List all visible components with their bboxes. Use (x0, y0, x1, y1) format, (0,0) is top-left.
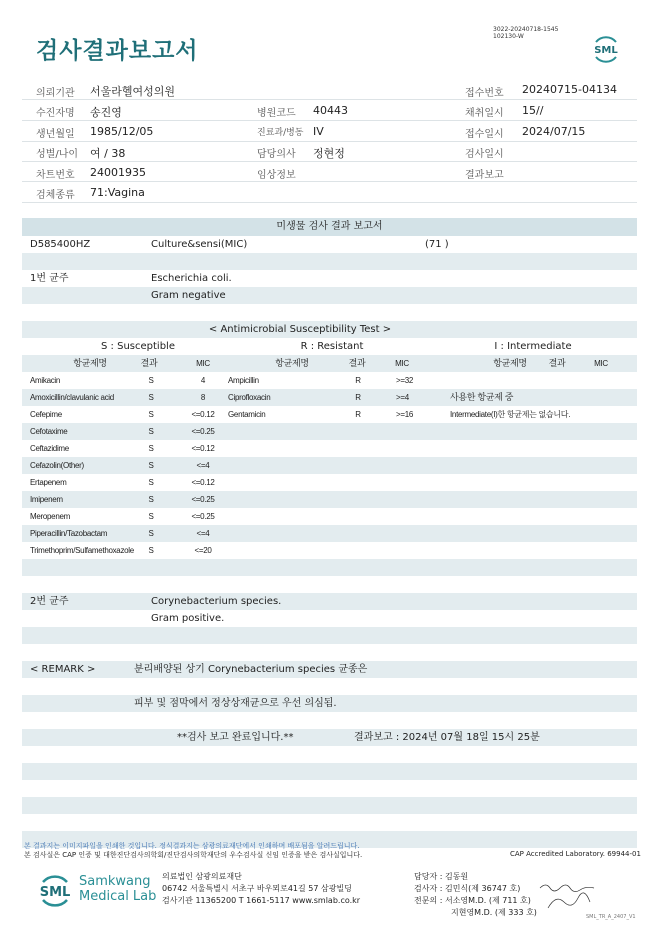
dob-value: 1985/12/05 (90, 125, 154, 138)
form-code: SML_TR_A_2407_V1 (586, 914, 636, 920)
hospital-code-value: 40443 (313, 104, 348, 117)
intermediate-note-1: 사용한 항균제 중 (450, 392, 514, 402)
drug-mic: <=0.25 (191, 495, 215, 504)
drug-name: Ampicillin (228, 376, 259, 385)
col-mic-s: MIC (196, 359, 210, 368)
report-complete: **검사 보고 완료입니다.** (177, 732, 294, 743)
section-title: 미생물 검사 결과 보고서 (22, 218, 637, 236)
drug-result: S (148, 376, 154, 385)
clinical-label: 임상정보 (257, 170, 296, 181)
sml-logo-footer-icon (35, 870, 75, 910)
chart-label: 차트번호 (36, 170, 75, 181)
signatories: 담당자 : 김동원 검사자 : 김민식(제 36747 호) 전문의 : 서소영M.D. (제 711 호) 지현영M.D. (제 333 호) (414, 872, 537, 917)
intermediate-note-2: Intermediate(I)한 항균제는 없습니다. (450, 410, 571, 419)
test-code: D585400HZ (30, 239, 91, 250)
strain2-label: 2번 균주 (30, 596, 69, 607)
drug-name: Cefazolin(Other) (30, 461, 84, 470)
drug-mic: <=0.25 (191, 427, 215, 436)
drug-name: Ciprofloxacin (228, 393, 271, 402)
receipt-no-value: 20240715-04134 (522, 83, 617, 96)
legend-resistant: R : Resistant (300, 341, 364, 352)
dept-value: IV (313, 125, 324, 138)
drug-mic: <=20 (194, 546, 212, 555)
col-drug-i: 항균제명 (493, 358, 527, 368)
receipt-date-label: 접수일시 (465, 129, 504, 140)
drug-result: R (355, 376, 361, 385)
signature-icon (538, 880, 598, 914)
brand-name: Samkwang Medical Lab (79, 874, 157, 904)
sex-age-value: 여 / 38 (90, 147, 126, 160)
collect-value: 15// (522, 104, 544, 117)
drug-result: R (355, 410, 361, 419)
drug-name: Cefepime (30, 410, 62, 419)
drug-mic: <=0.12 (191, 444, 215, 453)
test-number: (71 ) (425, 239, 449, 250)
col-result-r: 결과 (348, 358, 366, 368)
drug-mic: <=4 (196, 529, 210, 538)
cap-accreditation: CAP Accredited Laboratory. 69944-01 (510, 850, 641, 858)
notice-image: 본 결과지는 이미지파일을 인쇄한 것입니다. 정식결과지는 삼광의료재단에서 인쇄하며 배포됨을 알려드립니다. (24, 842, 360, 850)
receipt-no-label: 접수번호 (465, 88, 504, 99)
remark-line-1: 분리배양된 상기 Corynebacterium species 균종은 (134, 664, 368, 675)
test-name: Culture&sensi(MIC) (151, 239, 248, 250)
strain1-name: Escherichia coli. (151, 273, 232, 284)
drug-mic: 4 (200, 376, 206, 385)
col-result-s: 결과 (140, 358, 158, 368)
legend-susceptible: S : Susceptible (101, 341, 175, 352)
strain2-name: Corynebacterium species. (151, 596, 282, 607)
receipt-date-value: 2024/07/15 (522, 125, 586, 138)
drug-mic: >=4 (396, 393, 409, 402)
col-mic-r: MIC (395, 359, 409, 368)
svg-text:SML: SML (594, 45, 618, 56)
drug-result: S (148, 512, 154, 521)
drug-result: S (148, 546, 154, 555)
doctor-value: 정현정 (313, 147, 345, 160)
test-date-label: 검사일시 (465, 149, 504, 160)
dob-label: 생년월일 (36, 129, 75, 140)
institution-value: 서울라헬여성의원 (90, 85, 176, 98)
drug-result: S (148, 393, 154, 402)
name-value: 송진영 (90, 106, 122, 119)
strain1-gram: Gram negative (151, 290, 226, 301)
drug-mic: 8 (200, 393, 206, 402)
drug-mic: <=0.12 (191, 410, 215, 419)
drug-name: Gentamicin (228, 410, 266, 419)
drug-name: Piperacillin/Tazobactam (30, 529, 108, 538)
drug-name: Cefotaxime (30, 427, 68, 436)
drug-mic: >=16 (396, 410, 414, 419)
doctor-label: 담당의사 (257, 149, 296, 160)
specimen-value: 71:Vagina (90, 186, 145, 199)
institution-label: 의뢰기관 (36, 88, 75, 99)
hospital-code-label: 병원코드 (257, 108, 296, 119)
svg-text:SML: SML (39, 885, 71, 900)
ast-title: < Antimicrobial Susceptibility Test > (208, 324, 392, 335)
drug-name: Imipenem (30, 495, 63, 504)
collect-label: 채취일시 (465, 108, 504, 119)
drug-mic: <=0.12 (191, 478, 215, 487)
remark-line-2: 피부 및 점막에서 정상상재균으로 우선 의심됨. (134, 698, 337, 709)
legend-intermediate: I : Intermediate (494, 341, 572, 352)
col-drug-s: 항균제명 (73, 358, 107, 368)
drug-result: S (148, 461, 154, 470)
sex-age-label: 성별/나이 (36, 149, 79, 160)
drug-result: S (148, 478, 154, 487)
drug-mic: <=0.25 (191, 512, 215, 521)
dept-label: 진료과/병동 (257, 128, 304, 138)
drug-result: S (148, 427, 154, 436)
drug-mic: >=32 (396, 376, 414, 385)
page-title: 검사결과보고서 (36, 38, 199, 64)
col-result-i: 결과 (548, 358, 566, 368)
strain2-gram: Gram positive. (151, 613, 225, 624)
drug-name: Trimethoprim/Sulfamethoxazole (30, 546, 134, 555)
specimen-label: 검체종류 (36, 190, 75, 201)
drug-result: R (355, 393, 361, 402)
drug-result: S (148, 410, 154, 419)
sml-logo-icon (590, 33, 622, 65)
report-time: 결과보고 : 2024년 07월 18일 15시 25분 (354, 732, 540, 743)
chart-value: 24001935 (90, 166, 146, 179)
drug-name: Amikacin (30, 376, 61, 385)
document-id: 3022-20240718-1545 102130-W (493, 26, 559, 40)
remark-label: < REMARK > (30, 664, 96, 675)
notice-cap: 본 검사실은 CAP 인증 및 대한진단검사의학회/진단검사의학재단의 우수검사실 신임 인증을 받은 검사실입니다. (24, 851, 363, 859)
drug-mic: <=4 (196, 461, 210, 470)
strain1-label: 1번 균주 (30, 273, 69, 284)
drug-name: Ertapenem (30, 478, 67, 487)
drug-result: S (148, 444, 154, 453)
drug-name: Amoxicillin/clavulanic acid (30, 393, 114, 402)
col-mic-i: MIC (594, 359, 608, 368)
name-label: 수진자명 (36, 108, 75, 119)
drug-result: S (148, 529, 154, 538)
drug-result: S (148, 495, 154, 504)
drug-name: Ceftazidime (30, 444, 69, 453)
drug-name: Meropenem (30, 512, 70, 521)
result-report-label: 결과보고 (465, 170, 504, 181)
col-drug-r: 항균제명 (275, 358, 309, 368)
org-info: 의료법인 삼광의료재단 06742 서울특별시 서초구 바우뫼로41길 57 삼광빌딩 검사기관 11365200 T 1661-5117 www.smlab.co.kr (162, 872, 361, 905)
